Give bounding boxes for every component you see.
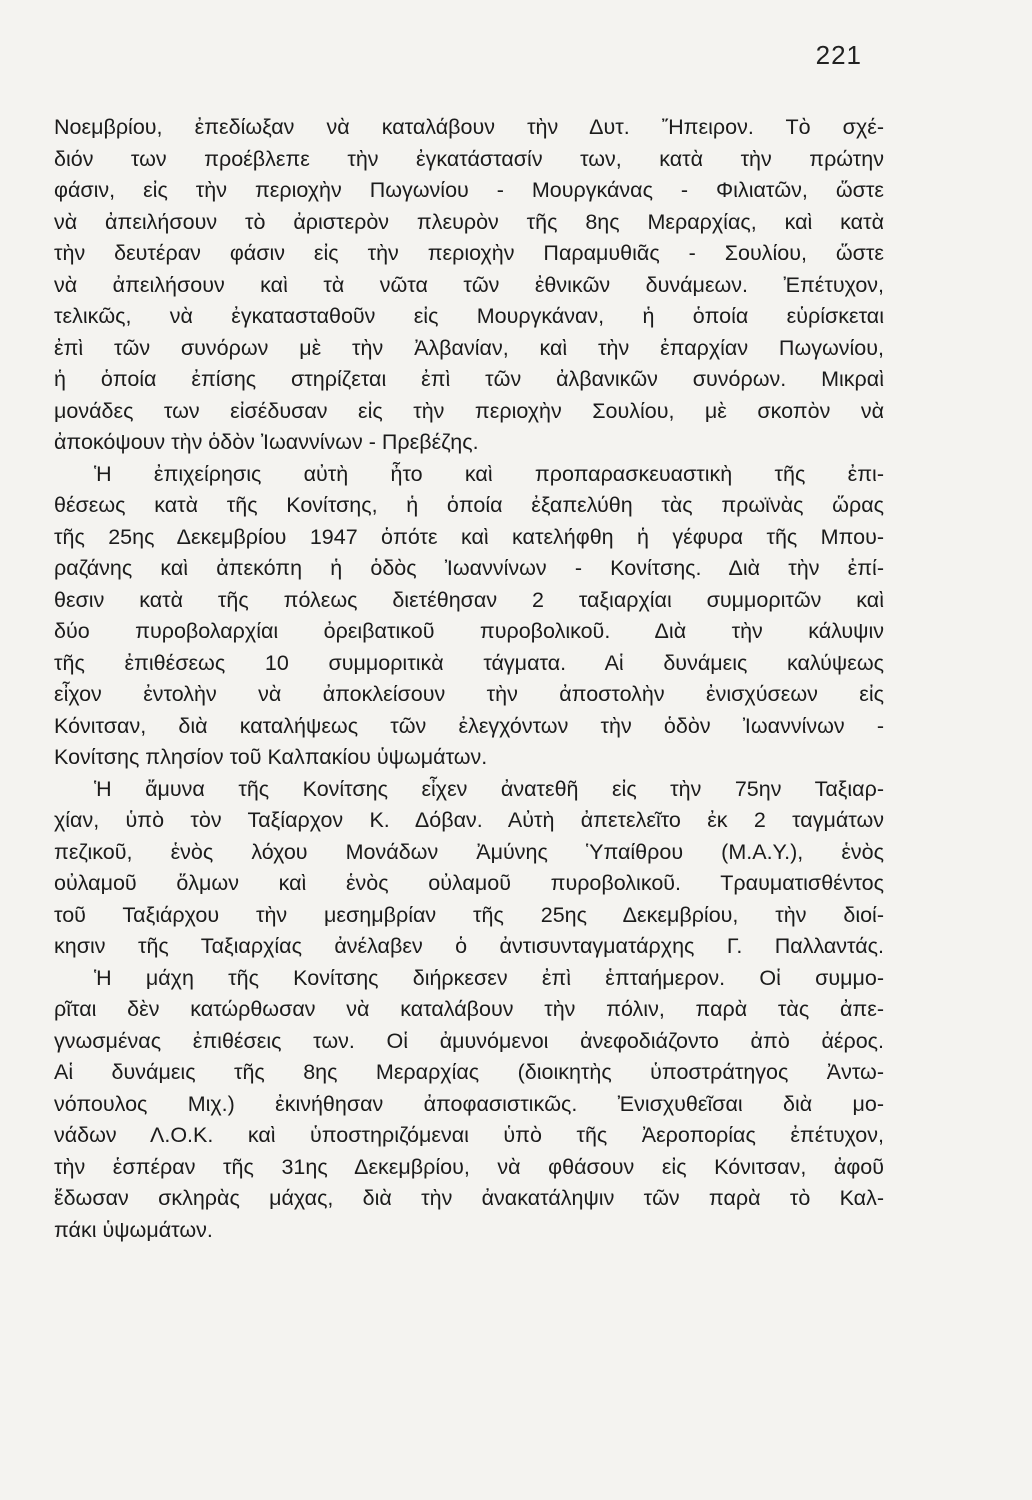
text-line: νόπουλος Μιχ.) ἐκινήθησαν ἀποφασιστικῶς. Ἐνισχυθεῖσαι διὰ μο- bbox=[54, 1091, 884, 1116]
text-line: ἡ ὁποία ἐπίσης στηρίζεται ἐπὶ τῶν ἀλβανικῶν συνόρων. Μικραὶ bbox=[54, 367, 884, 391]
text-line: ἀποκόψουν τὴν ὁδὸν Ἰωαννίνων - Πρεβέζης. bbox=[54, 430, 479, 454]
text-line: ἔδωσαν σκληρὰς μάχας, διὰ τὴν ἀνακατάληψιν τῶν παρὰ τὸ Καλ- bbox=[54, 1186, 884, 1210]
text-line: τῆς ἐπιθέσεως 10 συμμοριτικὰ τάγματα. Αἱ δυνάμεις καλύψεως bbox=[54, 650, 884, 675]
text-line: κησιν τῆς Ταξιαρχίας ἀνέλαβεν ὁ ἀντισυνταγματάρχης Γ. Παλλαντάς. bbox=[54, 934, 884, 958]
text-line: τὴν ἑσπέραν τῆς 31ης Δεκεμβρίου, νὰ φθάσουν εἰς Κόνιτσαν, ἀφοῦ bbox=[54, 1154, 884, 1179]
text-line: ἐπὶ τῶν συνόρων μὲ τὴν Ἀλβανίαν, καὶ τὴν ἐπαρχίαν Πωγωνίου, bbox=[54, 335, 884, 360]
text-line: νὰ ἀπειλήσουν τὸ ἀριστερὸν πλευρὸν τῆς 8ης Μεραρχίας, καὶ κατὰ bbox=[54, 209, 884, 234]
text-line: τελικῶς, νὰ ἐγκατασταθοῦν εἰς Μουργκάναν, ἡ ὁποία εὑρίσκεται bbox=[54, 304, 884, 328]
text-line: ρῖται δὲν κατώρθωσαν νὰ καταλάβουν τὴν πόλιν, παρὰ τὰς ἀπε- bbox=[54, 997, 884, 1021]
text-line: διόν των προέβλεπε τὴν ἐγκατάστασίν των, κατὰ τὴν πρώτην bbox=[54, 146, 884, 171]
text-line: θέσεως κατὰ τῆς Κονίτσης, ἡ ὁποία ἐξαπελύθη τὰς πρωϊνὰς ὥρας bbox=[54, 493, 884, 517]
page-number: 221 bbox=[815, 40, 862, 70]
text-line: θεσιν κατὰ τῆς πόλεως διετέθησαν 2 ταξιαρχίαι συμμοριτῶν καὶ bbox=[54, 587, 884, 612]
text-line: χίαν, ὑπὸ τὸν Ταξίαρχον Κ. Δόβαν. Αὐτὴ ἀπετελεῖτο ἐκ 2 ταγμάτων bbox=[54, 808, 884, 832]
text-line: Ἡ ἐπιχείρησις αὐτὴ ἦτο καὶ προπαρασκευαστικὴ τῆς ἐπι- bbox=[94, 461, 884, 486]
text-line: τῆς 25ης Δεκεμβρίου 1947 ὁπότε καὶ κατελήφθη ἡ γέφυρα τῆς Μπου- bbox=[54, 524, 884, 549]
text-line: μονάδες των εἰσέδυσαν εἰς τὴν περιοχὴν Σουλίου, μὲ σκοπὸν νὰ bbox=[54, 398, 884, 423]
text-line: δύο πυροβολαρχίαι ὀρειβατικοῦ πυροβολικοῦ. Διὰ τὴν κάλυψιν bbox=[54, 619, 884, 643]
text-line: νὰ ἀπειλήσουν καὶ τὰ νῶτα τῶν ἐθνικῶν δυνάμεων. Ἐπέτυχον, bbox=[54, 272, 884, 297]
text-line: ραζάνης καὶ ἀπεκόπη ἡ ὁδὸς Ἰωαννίνων - Κονίτσης. Διὰ τὴν ἐπί- bbox=[54, 556, 884, 580]
text-line: Ἡ ἄμυνα τῆς Κονίτσης εἶχεν ἀνατεθῆ εἰς τὴν 75ην Ταξιαρ- bbox=[94, 776, 884, 801]
text-line: πεζικοῦ, ἑνὸς λόχου Μονάδων Ἀμύνης Ὑπαίθρου (Μ.Α.Υ.), ἑνὸς bbox=[54, 839, 884, 864]
text-line: φάσιν, εἰς τὴν περιοχὴν Πωγωνίου - Μουργκάνας - Φιλιατῶν, ὥστε bbox=[54, 178, 884, 202]
text-line: τοῦ Ταξιάρχου τὴν μεσημβρίαν τῆς 25ης Δεκεμβρίου, τὴν διοί- bbox=[54, 902, 884, 927]
text-line: τὴν δευτέραν φάσιν εἰς τὴν περιοχὴν Παραμυθιᾶς - Σουλίου, ὥστε bbox=[54, 241, 884, 265]
text-line: Ἡ μάχη τῆς Κονίτσης διήρκεσεν ἐπὶ ἑπταήμερον. Οἱ συμμο- bbox=[94, 965, 884, 990]
text-line: πάκι ὑψωμάτων. bbox=[54, 1217, 213, 1242]
text-line: οὐλαμοῦ ὅλμων καὶ ἑνὸς οὐλαμοῦ πυροβολικοῦ. Τραυματισθέντος bbox=[54, 871, 884, 895]
body-text bbox=[54, 112, 884, 1246]
text-line: Αἱ δυνάμεις τῆς 8ης Μεραρχίας (διοικητὴς ὑποστράτηγος Ἀντω- bbox=[54, 1060, 884, 1084]
text-line: εἶχον ἐντολὴν νὰ ἀποκλείσουν τὴν ἀποστολὴν ἐνισχύσεων εἰς bbox=[54, 682, 884, 706]
text-line: Κόνιτσαν, διὰ καταλήψεως τῶν ἐλεγχόντων τὴν ὁδὸν Ἰωαννίνων - bbox=[54, 713, 884, 738]
text-line: γνωσμένας ἐπιθέσεις των. Οἱ ἀμυνόμενοι ἀνεφοδιάζοντο ἀπὸ ἀέρος. bbox=[54, 1028, 884, 1053]
text-line: Κονίτσης πλησίον τοῦ Καλπακίου ὑψωμάτων. bbox=[54, 745, 488, 769]
text-line: Νοεμβρίου, ἐπεδίωξαν νὰ καταλάβουν τὴν Δυτ. Ἤπειρον. Τὸ σχέ- bbox=[54, 115, 884, 139]
text-line: νάδων Λ.Ο.Κ. καὶ ὑποστηριζόμεναι ὑπὸ τῆς Ἀεροπορίας ἐπέτυχον, bbox=[54, 1123, 884, 1147]
